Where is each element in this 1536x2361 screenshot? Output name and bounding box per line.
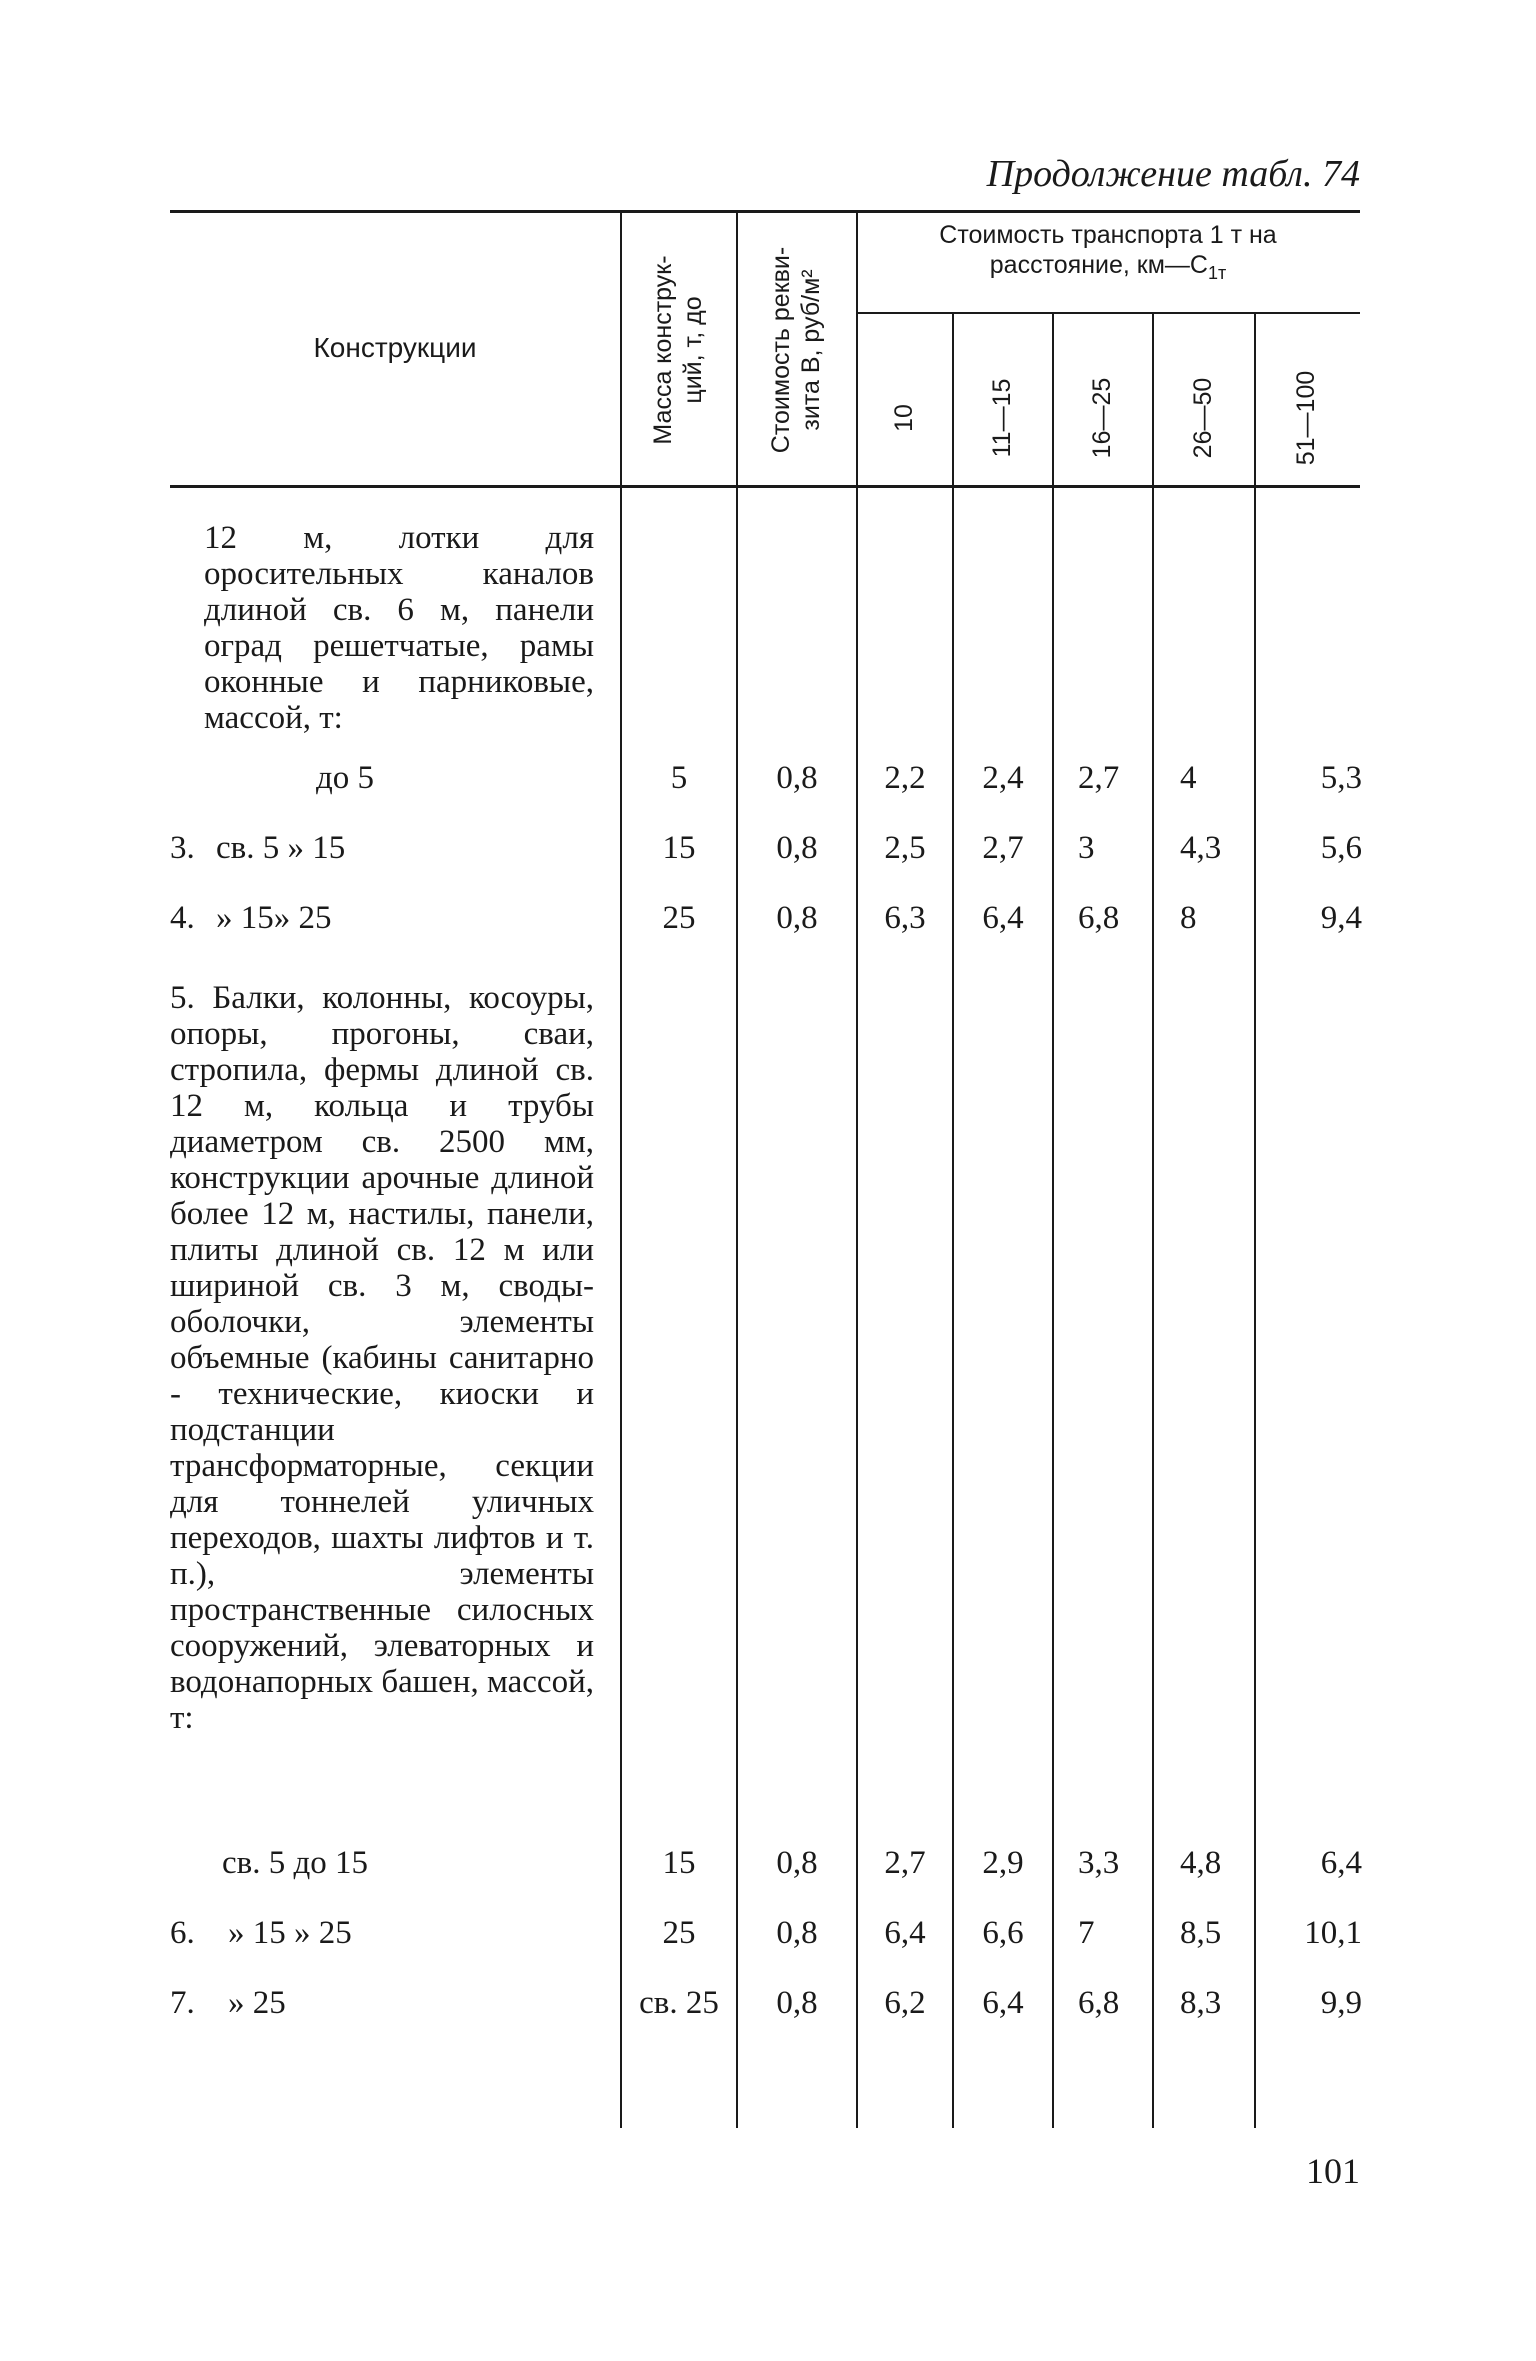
header-mass: [648, 255, 708, 444]
column-divider-26-50: [1152, 314, 1154, 2128]
row-label: св. 5 » 15: [216, 830, 346, 866]
header-cost-line1: Стоимость рекви-: [767, 246, 795, 454]
row-number: 7.: [170, 1985, 195, 2021]
header-transport-subscript: 1т: [1207, 263, 1227, 283]
cell-mass: 25: [662, 1915, 696, 1951]
header-mass-line1: Масса конструк-: [649, 255, 677, 445]
row-number: 3.: [170, 830, 195, 866]
cell-transport-16-25: 3: [1078, 830, 1095, 866]
cell-mass: св. 25: [639, 1985, 719, 2021]
cell-transport-11-15: 6,4: [982, 1985, 1024, 2021]
header-distance-10: 10: [890, 404, 918, 432]
row-label: до 5: [316, 760, 375, 796]
row-number: 6.: [170, 1915, 195, 1951]
cell-transport-11-15: 2,7: [982, 830, 1024, 866]
cell-cost: 0,8: [776, 1845, 818, 1881]
cell-transport-11-15: 6,6: [982, 1915, 1024, 1951]
row-label: » 15 » 25: [228, 1915, 352, 1951]
cell-transport-26-50: 8,5: [1180, 1915, 1222, 1951]
header-distance-11-15: 11—15: [988, 378, 1016, 458]
header-distance-51-100: 51—100: [1292, 370, 1320, 466]
transport-group-rule: [858, 312, 1360, 314]
cell-transport-51-100: 9,9: [1320, 1985, 1362, 2021]
cell-transport-16-25: 2,7: [1078, 760, 1120, 796]
column-divider-cost: [736, 213, 738, 2128]
cell-transport-10: 6,2: [884, 1985, 926, 2021]
header-constructions: Конструкции: [313, 332, 477, 363]
column-divider-transport: [856, 213, 858, 2128]
cell-transport-10: 2,2: [884, 760, 926, 796]
cell-transport-26-50: 8: [1180, 900, 1197, 936]
header-mass-line2: ций, т, до: [679, 296, 707, 404]
row-number: 4.: [170, 900, 195, 936]
cell-cost: 0,8: [776, 1915, 818, 1951]
cell-transport-11-15: 6,4: [982, 900, 1024, 936]
cell-transport-10: 6,3: [884, 900, 926, 936]
row-label: » 15» 25: [216, 900, 332, 936]
header-transport-line2-text: расстояние, км—C: [989, 251, 1208, 279]
header-transport-group: [858, 220, 1358, 288]
cell-mass: 15: [662, 1845, 696, 1881]
header-cost: [766, 247, 826, 453]
header-cost-line2: зита B, руб/м²: [797, 269, 825, 431]
cell-transport-26-50: 4,3: [1180, 830, 1222, 866]
row-label: » 25: [228, 1985, 286, 2021]
cell-transport-16-25: 6,8: [1078, 1985, 1120, 2021]
column-divider-mass: [620, 213, 622, 2128]
cell-transport-51-100: 6,4: [1320, 1845, 1362, 1881]
cell-cost: 0,8: [776, 760, 818, 796]
description-block-1: 12 м, лотки для оросительных каналов длиной св. 6 м, панели оград решетчатые, рамы оконные и парниковые, массой, т:: [204, 520, 594, 736]
header-distance-26-50: 26—50: [1189, 377, 1217, 459]
cell-transport-10: 2,7: [884, 1845, 926, 1881]
cell-cost: 0,8: [776, 830, 818, 866]
cell-mass: 15: [662, 830, 696, 866]
cell-transport-51-100: 5,3: [1320, 760, 1362, 796]
cell-cost: 0,8: [776, 900, 818, 936]
header-transport-line2: [858, 250, 1358, 288]
cell-transport-26-50: 4: [1180, 760, 1197, 796]
cell-transport-16-25: 7: [1078, 1915, 1095, 1951]
cell-transport-11-15: 2,4: [982, 760, 1024, 796]
cell-cost: 0,8: [776, 1985, 818, 2021]
cell-transport-26-50: 8,3: [1180, 1985, 1222, 2021]
cell-transport-51-100: 10,1: [1304, 1915, 1362, 1951]
header-bottom-rule: [170, 485, 1360, 488]
cell-transport-10: 6,4: [884, 1915, 926, 1951]
column-divider-16-25: [1052, 314, 1054, 2128]
table-top-rule: [170, 210, 1360, 213]
cell-transport-26-50: 4,8: [1180, 1845, 1222, 1881]
table-caption: Продолжение табл. 74: [986, 153, 1360, 195]
cell-mass: 25: [662, 900, 696, 936]
cell-transport-11-15: 2,9: [982, 1845, 1024, 1881]
header-distance-16-25: 16—25: [1088, 377, 1116, 459]
header-transport-line1: Стоимость транспорта 1 т на: [939, 221, 1277, 249]
cell-transport-16-25: 6,8: [1078, 900, 1120, 936]
description-block-2: 5. Балки, колонны, косоуры, опоры, прогоны, сваи, стропила, фермы длиной св. 12 м, кольца и трубы диаметром св. 2500 мм, конструкции арочные длиной более 12 м, настилы, панели, плиты длиной св. 12 м или шириной св. 3 м, своды-оболочки, элементы объемные (кабины санитарно - технические, киоски и подстанции трансформаторные, секции для тоннелей уличных переходов, шахты лифтов и т. п.), элементы пространственные силосных сооружений, элеваторных и водонапорных башен, массой, т:: [170, 980, 594, 1736]
cell-transport-16-25: 3,3: [1078, 1845, 1120, 1881]
page-number: 101: [1306, 2151, 1360, 2191]
cell-transport-51-100: 5,6: [1320, 830, 1362, 866]
cell-transport-10: 2,5: [884, 830, 926, 866]
cell-transport-51-100: 9,4: [1320, 900, 1362, 936]
cell-mass: 5: [670, 760, 688, 796]
row-label: св. 5 до 15: [222, 1845, 369, 1881]
